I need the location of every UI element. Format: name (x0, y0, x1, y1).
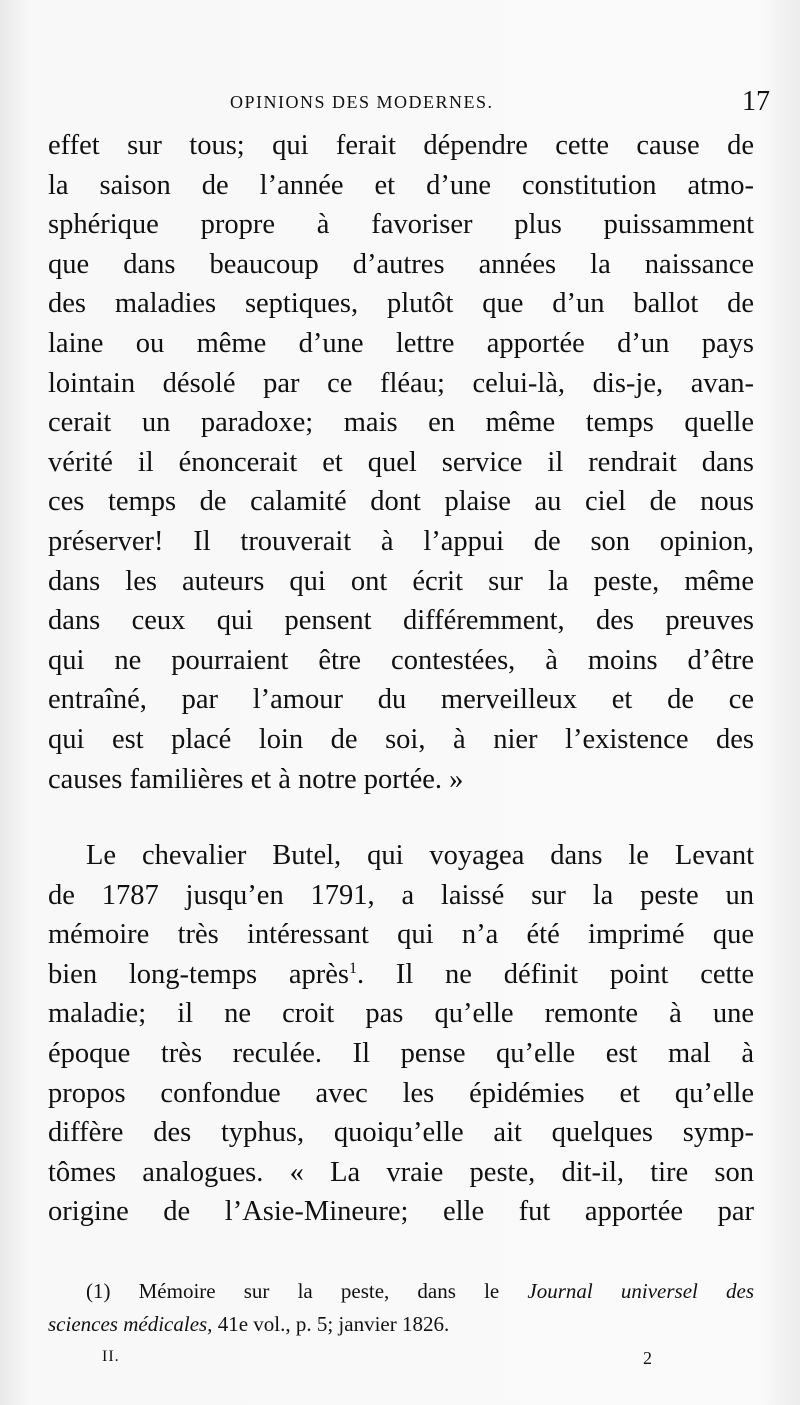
text-line: tômes analogues. « La vraie peste, dit-il, tire son (48, 1156, 754, 1188)
footnote-text: (1) Mémoire sur la peste, dans le (86, 1279, 528, 1303)
signature-mark: II. (102, 1348, 120, 1365)
text-line: laine ou même d’une lettre apportée d’un pays (48, 327, 754, 359)
text-line: des maladies septiques, plutôt que d’un ballot de (48, 288, 754, 320)
footnote-text: 41e vol., p. 5; janvier 1826. (212, 1312, 450, 1336)
text-line: que dans beaucoup d’autres années la naissance (48, 248, 754, 280)
text-line: sphérique propre à favoriser plus puissamment (48, 209, 754, 241)
footnote-journal-title: Journal universel des (527, 1279, 754, 1303)
text-line: dans ceux qui pensent différemment, des preuves (48, 605, 754, 637)
page-number: 17 (742, 86, 770, 117)
footnote (48, 1275, 754, 1341)
text-line: préserver! Il trouverait à l’appui de son opinion, (48, 525, 754, 557)
text-line: mémoire très intéressant qui n’a été imprimé que (48, 919, 754, 951)
text-line: entraîné, par l’amour du merveilleux et de ce (48, 684, 754, 716)
footnote-ref: 1 (348, 959, 357, 977)
footnote-line (48, 1275, 754, 1308)
text-line (48, 955, 754, 995)
text-line: propos confondue avec les épidémies et qu’elle (48, 1077, 754, 1109)
text-line: vérité il énoncerait et quel service il rendrait dans (48, 446, 754, 478)
text-line: la saison de l’année et d’une constitution atmo- (48, 169, 754, 201)
text-line: effet sur tous; qui ferait dépendre cette cause de (48, 130, 754, 161)
paragraph-2 (48, 836, 754, 1232)
text-line: ces temps de calamité dont plaise au ciel de nous (48, 486, 754, 518)
text-line: époque très reculée. Il pense qu’elle est mal à (48, 1037, 754, 1069)
text-line: cerait un paradoxe; mais en même temps quelle (48, 407, 754, 439)
text-line: maladie; il ne croit pas qu’elle remonte à une (48, 998, 754, 1030)
text-line: dans les auteurs qui ont écrit sur la peste, même (48, 565, 754, 597)
text-line: Le chevalier Butel, qui voyagea dans le Levant (86, 840, 754, 871)
running-title: OPINIONS DES MODERNES. (230, 92, 494, 112)
text-line: lointain désolé par ce fléau; celui-là, dis-je, avan- (48, 367, 754, 399)
text-line: qui ne pourraient être contestées, à moins d’être (48, 644, 754, 676)
footnote-line (48, 1308, 754, 1341)
text-fragment: . Il ne définit point cette (356, 958, 754, 990)
gathering-mark: 2 (643, 1348, 652, 1368)
footnote-journal-title: sciences médicales, (48, 1312, 213, 1336)
running-head (40, 86, 770, 122)
text-fragment: bien long-temps après (48, 958, 349, 990)
text-line: origine de l’Asie-Mineure; elle fut apportée par (48, 1196, 754, 1228)
text-line: de 1787 jusqu’en 1791, a laissé sur la peste un (48, 879, 754, 911)
paragraph-1 (48, 126, 754, 799)
text-line: qui est placé loin de soi, à nier l’existence des (48, 723, 754, 755)
text-line: causes familières et à notre portée. » (48, 763, 464, 795)
text-line: diffère des typhus, quoiqu’elle ait quelques symp- (48, 1117, 754, 1149)
